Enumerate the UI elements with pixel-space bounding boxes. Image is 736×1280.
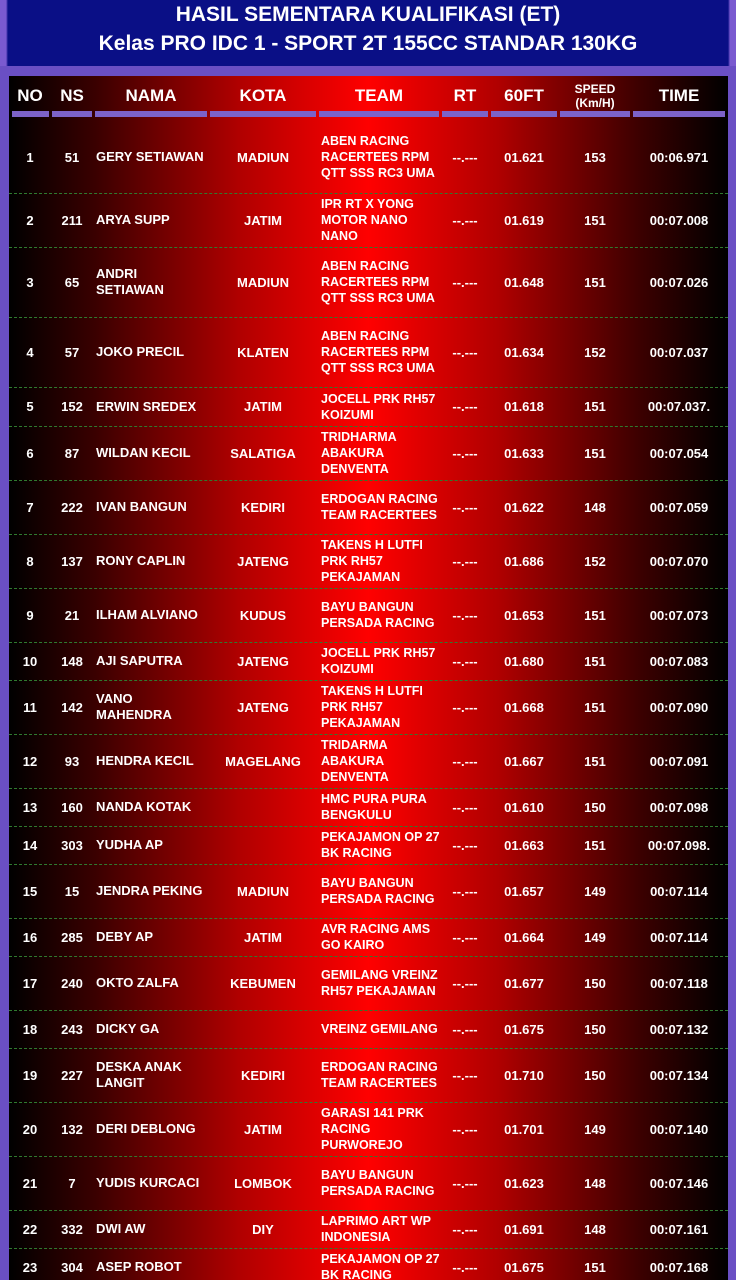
row-ns: 304 — [61, 1259, 83, 1275]
row-nama: VANO MAHENDRA — [96, 691, 172, 722]
header-speed-label: SPEED — [574, 82, 616, 96]
row-team: PEKAJAMON OP 27 BK RACING — [321, 830, 440, 860]
header-underline — [12, 111, 49, 117]
row-no: 6 — [26, 445, 34, 461]
row-ns: 285 — [61, 929, 83, 945]
row-kota: JATIM — [243, 929, 283, 945]
row-time: 00:07.091 — [649, 753, 709, 769]
row-speed: 148 — [584, 1221, 606, 1237]
table-row — [9, 317, 728, 388]
row-team: IPR RT X YONG MOTOR NANO NANO — [321, 197, 414, 243]
row-nama: JOKO PRECIL — [96, 344, 185, 359]
row-kota: MADIUN — [237, 883, 289, 899]
row-ns: 332 — [61, 1221, 83, 1237]
row-60ft: 01.657 — [504, 883, 544, 899]
row-team: GARASI 141 PRK RACING PURWOREJO — [321, 1106, 424, 1152]
table-row — [9, 588, 728, 643]
row-60ft: 01.691 — [504, 1221, 544, 1237]
row-no: 12 — [22, 753, 38, 769]
row-team: JOCELL PRK RH57 KOIZUMI — [321, 646, 436, 676]
row-nama: DICKY GA — [96, 1021, 160, 1036]
row-speed: 151 — [584, 445, 606, 461]
table-row — [9, 956, 728, 1011]
row-nama: DEBY AP — [96, 929, 154, 944]
row-rt: --.--- — [452, 1021, 478, 1037]
row-ns: 152 — [61, 399, 83, 414]
row-60ft: 01.621 — [504, 149, 544, 165]
header-60ft: 60FT — [504, 86, 544, 105]
row-nama: AJI SAPUTRA — [96, 653, 183, 668]
row-kota: JATIM — [243, 212, 283, 228]
row-rt: --.--- — [452, 399, 478, 414]
row-no: 9 — [26, 607, 34, 623]
row-ns: 21 — [64, 607, 80, 623]
row-team: ABEN RACING RACERTEES RPM QTT SSS RC3 UMA — [321, 329, 435, 375]
row-nama: ARYA SUPP — [96, 212, 170, 227]
row-nama: ANDRI SETIAWAN — [96, 266, 164, 297]
row-kota: KLATEN — [237, 344, 289, 360]
row-60ft: 01.653 — [504, 607, 544, 623]
row-rt: --.--- — [452, 1121, 478, 1137]
row-nama: JENDRA PEKING — [96, 883, 203, 898]
row-no: 23 — [22, 1259, 38, 1275]
row-team: ABEN RACING RACERTEES RPM QTT SSS RC3 UMA — [321, 259, 435, 305]
row-kota: KEDIRI — [240, 1067, 286, 1083]
row-rt: --.--- — [452, 445, 478, 461]
row-ns: 93 — [64, 753, 80, 769]
row-rt: --.--- — [452, 1259, 478, 1275]
header-underline — [633, 111, 725, 117]
row-kota: SALATIGA — [230, 445, 296, 461]
row-no: 1 — [26, 149, 34, 165]
row-team: TAKENS H LUTFI PRK RH57 PEKAJAMAN — [321, 684, 423, 730]
row-team: BAYU BANGUN PERSADA RACING — [321, 876, 435, 906]
row-60ft: 01.622 — [504, 499, 544, 515]
row-team: PEKAJAMON OP 27 BK RACING — [321, 1252, 440, 1280]
row-team: ABEN RACING RACERTEES RPM QTT SSS RC3 UMA — [321, 134, 435, 180]
row-time: 00:07.098 — [649, 799, 709, 815]
row-team: VREINZ GEMILANG — [321, 1022, 438, 1036]
row-time: 00:07.008 — [649, 212, 709, 228]
row-kota — [210, 826, 316, 864]
row-nama: ERWIN SREDEX — [96, 398, 197, 414]
row-rt: --.--- — [452, 837, 478, 853]
row-speed: 151 — [584, 653, 606, 669]
row-rt: --.--- — [452, 274, 478, 290]
table-row — [9, 247, 728, 318]
table-row — [9, 826, 728, 865]
row-speed: 149 — [584, 883, 606, 899]
row-time: 00:07.134 — [649, 1067, 709, 1083]
row-ns: 7 — [68, 1175, 76, 1191]
row-60ft: 01.633 — [504, 445, 544, 461]
row-nama: DWI AW — [96, 1221, 146, 1236]
row-ns: 240 — [61, 975, 83, 991]
row-speed: 152 — [584, 344, 606, 360]
row-kota: KEBUMEN — [230, 975, 296, 991]
header-underline — [210, 111, 316, 117]
row-60ft: 01.677 — [504, 975, 544, 991]
row-speed: 150 — [584, 1021, 606, 1037]
row-ns: 303 — [61, 837, 83, 853]
table-row — [9, 1210, 728, 1249]
row-60ft: 01.686 — [504, 553, 544, 569]
row-ns: 57 — [64, 344, 80, 360]
header-nama: NAMA — [125, 86, 177, 105]
row-no: 17 — [22, 975, 38, 991]
row-time: 00:07.054 — [649, 445, 709, 461]
row-60ft: 01.618 — [504, 399, 544, 414]
row-kota: JATIM — [243, 399, 283, 414]
header-team: TEAM — [354, 86, 404, 105]
row-team: ERDOGAN RACING TEAM RACERTEES — [321, 1060, 438, 1090]
row-kota — [210, 1010, 316, 1048]
row-60ft: 01.663 — [504, 837, 544, 853]
class-subtitle: Kelas PRO IDC 1 - SPORT 2T 155CC STANDAR 130KG — [98, 32, 638, 55]
row-time: 00:07.168 — [649, 1259, 709, 1275]
header-speed-unit: (Km/H) — [575, 96, 615, 110]
row-rt: --.--- — [452, 653, 478, 669]
row-speed: 151 — [584, 607, 606, 623]
row-nama: NANDA KOTAK — [96, 799, 192, 814]
table-row — [9, 121, 728, 194]
row-speed: 149 — [584, 929, 606, 945]
row-60ft: 01.623 — [504, 1175, 544, 1191]
row-nama: HENDRA KECIL — [96, 753, 194, 768]
row-time: 00:07.037. — [647, 399, 711, 414]
table-row — [9, 734, 728, 789]
row-ns: 87 — [64, 445, 80, 461]
row-team: BAYU BANGUN PERSADA RACING — [321, 1168, 435, 1198]
row-no: 13 — [22, 799, 38, 815]
table-row — [9, 1248, 728, 1280]
table-row — [9, 387, 728, 427]
table-row — [9, 1156, 728, 1211]
row-speed: 151 — [584, 274, 606, 290]
row-rt: --.--- — [452, 1221, 478, 1237]
row-nama: IVAN BANGUN — [96, 499, 187, 514]
row-team: LAPRIMO ART WP INDONESIA — [321, 1214, 431, 1244]
row-no: 4 — [26, 344, 34, 360]
row-speed: 151 — [584, 837, 606, 853]
row-no: 3 — [26, 274, 34, 290]
row-speed: 151 — [584, 212, 606, 228]
row-ns: 137 — [61, 553, 83, 569]
table-row — [9, 680, 728, 735]
row-speed: 152 — [584, 553, 606, 569]
row-time: 00:07.059 — [649, 499, 709, 515]
row-rt: --.--- — [452, 883, 478, 899]
row-rt: --.--- — [452, 753, 478, 769]
row-speed: 151 — [584, 699, 606, 715]
row-60ft: 01.668 — [504, 699, 544, 715]
table-row — [9, 426, 728, 481]
row-no: 18 — [22, 1021, 38, 1037]
row-nama: WILDAN KECIL — [96, 445, 191, 460]
row-rt: --.--- — [452, 929, 478, 945]
row-team: JOCELL PRK RH57 KOIZUMI — [321, 391, 436, 422]
row-rt: --.--- — [452, 212, 478, 228]
row-no: 22 — [22, 1221, 38, 1237]
row-no: 5 — [26, 399, 34, 414]
row-time: 00:07.132 — [649, 1021, 709, 1037]
row-rt: --.--- — [452, 975, 478, 991]
row-ns: 227 — [61, 1067, 83, 1083]
row-time: 00:07.037 — [649, 344, 709, 360]
row-rt: --.--- — [452, 149, 478, 165]
table-row — [9, 480, 728, 535]
row-no: 10 — [22, 653, 38, 669]
header-underline — [319, 111, 439, 117]
row-kota: DIY — [252, 1221, 274, 1237]
row-team: AVR RACING AMS GO KAIRO — [321, 922, 431, 952]
row-nama: DERI DEBLONG — [96, 1121, 196, 1136]
row-nama: YUDHA AP — [96, 837, 163, 852]
row-nama: GERY SETIAWAN — [96, 149, 204, 164]
row-team: TRIDHARMA ABAKURA DENVENTA — [321, 430, 397, 476]
row-nama: OKTO ZALFA — [96, 975, 179, 990]
table-row — [9, 193, 728, 248]
row-kota — [210, 788, 316, 826]
row-speed: 149 — [584, 1121, 606, 1137]
row-no: 7 — [26, 499, 34, 515]
row-60ft: 01.667 — [504, 753, 544, 769]
row-rt: --.--- — [452, 699, 478, 715]
table-row — [9, 534, 728, 589]
table-row — [9, 788, 728, 827]
row-team: HMC PURA PURA BENGKULU — [321, 792, 427, 822]
row-speed: 148 — [584, 1175, 606, 1191]
row-rt: --.--- — [452, 553, 478, 569]
row-time: 00:07.070 — [649, 553, 709, 569]
page-title: HASIL SEMENTARA KUALIFIKASI (ET) — [175, 3, 561, 26]
table-row — [9, 1102, 728, 1157]
row-speed: 148 — [584, 499, 606, 515]
row-speed: 151 — [584, 1259, 606, 1275]
row-time: 00:07.161 — [649, 1221, 709, 1237]
row-speed: 150 — [584, 799, 606, 815]
row-rt: --.--- — [452, 499, 478, 515]
header-kota: KOTA — [239, 86, 287, 105]
row-60ft: 01.680 — [504, 653, 544, 669]
header-underline — [491, 111, 557, 117]
row-kota: KEDIRI — [240, 499, 286, 515]
row-kota: MADIUN — [237, 149, 289, 165]
results-table — [9, 76, 728, 1280]
row-time: 00:07.118 — [650, 975, 708, 991]
row-time: 00:07.146 — [649, 1175, 709, 1191]
row-kota: KUDUS — [239, 607, 287, 623]
row-time: 00:07.114 — [650, 929, 708, 945]
header-ns: NS — [60, 86, 84, 105]
table-row — [9, 1010, 728, 1049]
row-team: TRIDARMA ABAKURA DENVENTA — [321, 738, 389, 784]
row-kota: JATENG — [237, 553, 289, 569]
header-no: NO — [17, 86, 43, 105]
row-team: TAKENS H LUTFI PRK RH57 PEKAJAMAN — [321, 538, 423, 584]
row-speed: 150 — [584, 975, 606, 991]
row-team: GEMILANG VREINZ RH57 PEKAJAMAN — [321, 968, 438, 998]
row-ns: 211 — [61, 212, 83, 228]
row-rt: --.--- — [452, 1175, 478, 1191]
row-60ft: 01.610 — [504, 799, 544, 815]
header-speed — [560, 76, 630, 116]
row-speed: 150 — [584, 1067, 606, 1083]
header-underline — [52, 111, 92, 117]
row-rt: --.--- — [452, 607, 478, 623]
row-kota: MADIUN — [237, 274, 289, 290]
header-underline — [95, 111, 207, 117]
row-nama: YUDIS KURCACI — [96, 1175, 200, 1190]
header-underline — [442, 111, 488, 117]
row-kota: MAGELANG — [225, 753, 301, 769]
row-time: 00:07.098. — [647, 837, 711, 853]
row-no: 14 — [22, 837, 38, 853]
row-speed: 151 — [584, 753, 606, 769]
row-no: 16 — [22, 929, 38, 945]
row-ns: 222 — [61, 499, 83, 515]
header-time: TIME — [658, 86, 700, 105]
row-time: 00:06.971 — [649, 149, 709, 165]
row-no: 15 — [22, 883, 38, 899]
row-60ft: 01.675 — [504, 1259, 544, 1275]
row-ns: 65 — [64, 274, 80, 290]
table-row — [9, 642, 728, 681]
row-60ft: 01.710 — [504, 1067, 544, 1083]
row-no: 19 — [22, 1067, 38, 1083]
row-no: 11 — [23, 699, 37, 715]
row-time: 00:07.073 — [649, 607, 709, 623]
row-no: 8 — [26, 553, 34, 569]
row-no: 20 — [22, 1121, 38, 1137]
row-ns: 243 — [61, 1021, 83, 1037]
row-time: 00:07.090 — [649, 699, 709, 715]
row-time: 00:07.083 — [649, 653, 709, 669]
row-kota: JATENG — [237, 699, 289, 715]
row-ns: 142 — [61, 699, 83, 715]
row-time: 00:07.114 — [650, 883, 708, 899]
row-ns: 160 — [61, 799, 83, 815]
row-speed: 153 — [584, 149, 606, 165]
row-kota: LOMBOK — [234, 1175, 292, 1191]
row-kota: JATIM — [243, 1121, 283, 1137]
row-rt: --.--- — [452, 344, 478, 360]
table-row — [9, 864, 728, 919]
row-ns: 132 — [61, 1121, 83, 1137]
row-60ft: 01.701 — [504, 1121, 544, 1137]
row-nama: ASEP ROBOT — [96, 1259, 182, 1274]
row-team: BAYU BANGUN PERSADA RACING — [321, 600, 435, 630]
row-kota: JATENG — [237, 653, 289, 669]
row-60ft: 01.619 — [504, 212, 544, 228]
row-rt: --.--- — [452, 1067, 478, 1083]
row-no: 21 — [22, 1175, 38, 1191]
row-rt: --.--- — [452, 799, 478, 815]
row-60ft: 01.648 — [504, 274, 544, 290]
header-rt: RT — [453, 86, 477, 105]
title-bar — [0, 0, 736, 66]
table-row — [9, 1048, 728, 1103]
row-60ft: 01.634 — [504, 344, 544, 360]
row-nama: ILHAM ALVIANO — [96, 607, 198, 622]
row-60ft: 01.664 — [504, 929, 544, 945]
row-ns: 148 — [61, 653, 83, 669]
row-ns: 51 — [64, 149, 80, 165]
row-kota — [210, 1248, 316, 1280]
header-underline — [560, 111, 630, 117]
row-nama: DESKA ANAK LANGIT — [96, 1059, 182, 1090]
table-row — [9, 918, 728, 957]
row-no: 2 — [26, 212, 34, 228]
row-ns: 15 — [64, 883, 80, 899]
row-speed: 151 — [584, 399, 606, 414]
row-time: 00:07.140 — [649, 1121, 709, 1137]
row-time: 00:07.026 — [649, 274, 709, 290]
row-nama: RONY CAPLIN — [96, 553, 186, 568]
row-60ft: 01.675 — [504, 1021, 544, 1037]
row-team: ERDOGAN RACING TEAM RACERTEES — [321, 492, 438, 522]
